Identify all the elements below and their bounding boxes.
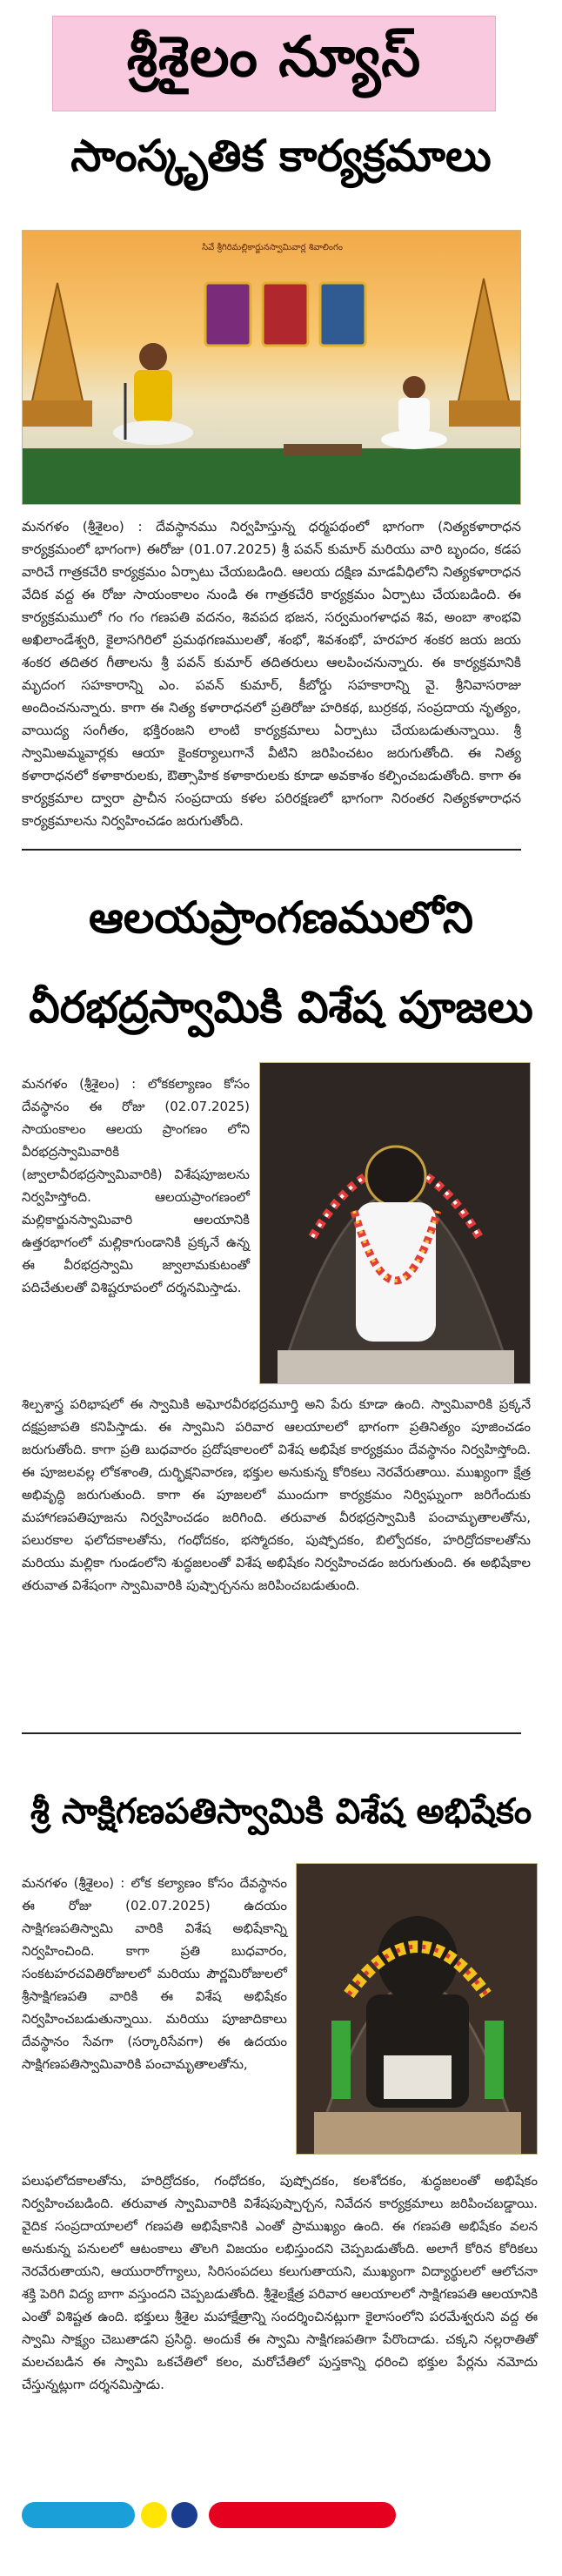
banner-text: సివే శ్రీగిరి‌మల్లికార్జునస్వామివార్ల శివాలింగం bbox=[202, 243, 343, 252]
article3-body-side: మనగళం (శ్రీశైలం) : లోక కల్యాణం కోసం దేవస్థానం ఈ రోజు (02.07.2025) ఉదయం సాక్షిగణపతిస్వామి వారికి విశేష అభిషేకాన్ని నిర్వహించింది. కాగా ప్రతి బుధవారం, సంకటహరచవితిరోజులలో మరియు పౌర్ణమిరోజులలో శ్రీసాక్షిగణపతి వారికి ఈ విశేష అభిషేకం నిర్వహించబడుతున్నాయి. మరియు పూజాదికాలు దేవస్థానం సేవగా (సర్కారిసేవగా) ఈ ఉదయం సాక్షిగణపతిస్వామివారికి పంచామృతాలతోను, bbox=[22, 1875, 287, 2072]
divider bbox=[22, 849, 521, 851]
veerabhadra-photo bbox=[259, 1062, 531, 1384]
article1-body: మనగళం (శ్రీశైలం) : దేవస్థానము నిర్వహిస్తున్న ధర్మపథంలో భాగంగా (నిత్యకళారాధన కార్యక్రమంలో భాగంగా) ఈరోజు (01.07.2025) శ్రీ పవన్ కుమార్ మరియు వారి బృందం, కడప వారిచే గాత్రకచేరి కార్యక్రమం ఏర్పాటు చేయబడింది. ఆలయ దక్షిణ మాడవీధిలోని నిత్యకళారాధన వేదిక వద్ద ఈ రోజు సాయంకాలం నుండి ఈ గాత్రకచేరి కార్యక్రమం ఏర్పాటు చేయబడింది. ఈ కార్యక్రమములో గం గం గణపతి వదనం, శివపద భజన, సర్వమంగళాధవ శివ, అంబా శాంభవి అఖిలాండేశ్వరి, కైలాసగిరిలో ప్రమథగణములతో, శంభో, శివశంభో, హరహర శంకర జయ జయ శంకర తదితర గీతాలను శ్రీ పవన్ కుమార్ తదితరులు ఆలపించనున్నారు. ఈ కార్యక్రమానికి మృదంగ సహకారాన్ని ఎం. పవన్ కుమార్, కీబోర్డు సహకారాన్ని వై. శ్రీనివాసరాజు అందించనున్నారు. కాగా ఈ నిత్య కళారాధనలో ప్రతిరోజు హరికథ, బుర్రకథ, సంప్రదాయ నృత్యం, వాయిద్య సంగీతం, భక్తిరంజని లాంటి కార్యక్రమాలు ఏర్పాటు చేయబడుతున్నాయి. శ్రీ స్వామిఅమ్మవార్లకు ఆయా కైంకర్యాలుగానే వీటిని జరిపించటం జరుగుతోంది. ఈ నిత్య కళారాధనలో కళాకారులకు, ఔత్సాహిక కళాకారులకు కూడా అవకాశం కల్పించబడుతోంది. కాగా ఈ కార్యక్రమాల ద్వారా ప్రాచీన సంప్రదాయ కళల పరిరక్షణలో భాగంగా నిరంతర నిత్యకళారాధన కార్యక్రమాలను నిర్వహించడం జరుగుతోంది. bbox=[22, 519, 521, 829]
article1-photo bbox=[22, 230, 521, 505]
ganapati-photo bbox=[296, 1863, 538, 2155]
footer-bar-blue bbox=[22, 2502, 135, 2528]
article2-body-full: శిల్పశాస్త్ర పరిభాషలో ఈ స్వామికి అఘోరవీరభద్రమూర్తి అని పేరు కూడా ఉంది. స్వామివారికి ప్రక్కనే దక్షప్రజాపతి కనిపిస్తాడు. ఈ స్వామిని పరివార ఆలయాలలో భాగంగా ప్రతినిత్యం పూజించడం జరుగుతోంది. కాగా ప్రతి బుధవారం ప్రదోషకాలంలో విశేష అభిషేక కార్యక్రమం దేవస్థానం నిర్వహిస్తోంది. ఈ పూజలవల్ల లోకశాంతి, దుర్భిక్షనివారణ, భక్తుల అనుకున్న కోరికలు నెరవేరుతాయి. ముఖ్యంగా క్షేత్ర అభివృద్ధి జరుగుతుంది. కాగా ఈ పూజలలో ముందుగా కార్యక్రమం నిర్విఘ్నంగా జరిగేందుకు మహాగణపతిపూజను నిర్వహించడం జరిగింది. తరువాత వీరభద్రస్వామికి పంచామృతాలతోను, పలురకాల ఫలోదకాలతోను, గంధోదకం, భస్మోదకం, పుష్పోదకం, బిల్వోదకం, హరిద్రోదకాలతోను మరియు మల్లికా గుండంలోని శుద్ధజలంతో విశేష అభిషేకం నిర్వహించడం జరుగుతుంది. ఈ అభిషేకాల తరువాత విశేషంగా స్వామివారికి పుష్పార్చనను జరిపించబడుతుంది. bbox=[22, 1396, 531, 1593]
article3-headline: శ్రీ సాక్షిగణపతిస్వామికి విశేష అభిషేకం bbox=[30, 1792, 532, 1832]
article3-body-full: పలుఫలోదకాలతోను, హరిద్రోదకం, గంధోదకం, పుష్పోదకం, కలశోదకం, శుద్ధజలంతో అభిషేకం నిర్వహించబడింది. తరువాత స్వామివారికి విశేషపుష్పార్చన, నివేదన కార్యక్రమాలు జరిపించబడ్డాయి. వైదిక సంప్రదాయాలలో గణపతి అభిషేకానికి ఎంతో ప్రాముఖ్యం ఉంది. ఈ గణపతి అభిషేకం వలన అనుకున్న పనులలో ఆటంకాలు తొలగి విజయం లభిస్తుందని చెప్పబడుతోంది. అలాగే కోరిన కోరికలు నెరవేరుతాయని, ఆయురారోగ్యాలు, సిరిసంపదలు కలుగుతాయని, ముఖ్యంగా విద్యార్థులలో ఆలోచనా శక్తి పెరిగి విద్య బాగా వస్తుందని చెప్పబడుతోంది. శ్రీశైలక్షేత్ర పరివార ఆలయాలలో సాక్షిగణపతి ఆలయానికి ఎంతో విశిష్టత ఉంది. భక్తులు శ్రీశైల మహాక్షేత్రాన్ని సందర్శించినట్లుగా కైలాసంలోని పరమేశ్వరుని వద్ద ఈ స్వామి సాక్ష్యం చెబుతాడని ప్రసిద్ధి. అందుకే ఈ స్వామి సాక్షిగణపతిగా పేరొందాడు. చక్కని నల్లరాతితో మలచబడిన ఈ స్వామి ఒకచేతిలో కలం, మరోచేతిలో పుస్తకాన్ని ధరించి భక్తుల పేర్లను నమోదు చేస్తున్నట్లుగా దర్శనమిస్తాడు. bbox=[22, 2173, 538, 2392]
footer-dot-yellow bbox=[141, 2502, 167, 2528]
ganapati-illustration bbox=[297, 1864, 538, 2155]
article1-headline: సాంస్కృతిక కార్యక్రమాలు bbox=[70, 131, 492, 181]
article2-headline-line2: వీరభద్రస్వామికి విశేష పూజలు bbox=[29, 982, 533, 1032]
concert-illustration bbox=[23, 231, 521, 505]
masthead-title: శ్రీశైలం న్యూస్ bbox=[126, 24, 422, 90]
veerabhadra-illustration bbox=[260, 1063, 531, 1384]
divider bbox=[22, 1732, 521, 1734]
article2-headline-line1: ఆలయప్రాంగణములోని bbox=[89, 892, 473, 943]
footer-dot-navy bbox=[171, 2502, 197, 2528]
footer-bar-red bbox=[209, 2502, 396, 2528]
masthead bbox=[52, 16, 496, 111]
article2-body-side: మనగళం (శ్రీశైలం) : లోకకల్యాణం కోసం దేవస్థానం ఈ రోజు (02.07.2025) సాయంకాలం ఆలయ ప్రాంగణం లోని వీరభద్రస్వామివారికి (జ్వాలావీరభద్రస్వామివారికి) విశేషపూజలను నిర్వహిస్తోంది. ఆలయప్రాంగణంలో మల్లికార్జునస్వామివారి ఆలయానికి ఉత్తరభాగంలో మల్లికాగుండానికి ప్రక్కనే ఉన్న ఈ వీరభద్రస్వామి జ్వాలామకుటంతో పదిచేతులతో విశిష్టరూపంలో దర్శనమిస్తాడు. bbox=[22, 1076, 250, 1295]
